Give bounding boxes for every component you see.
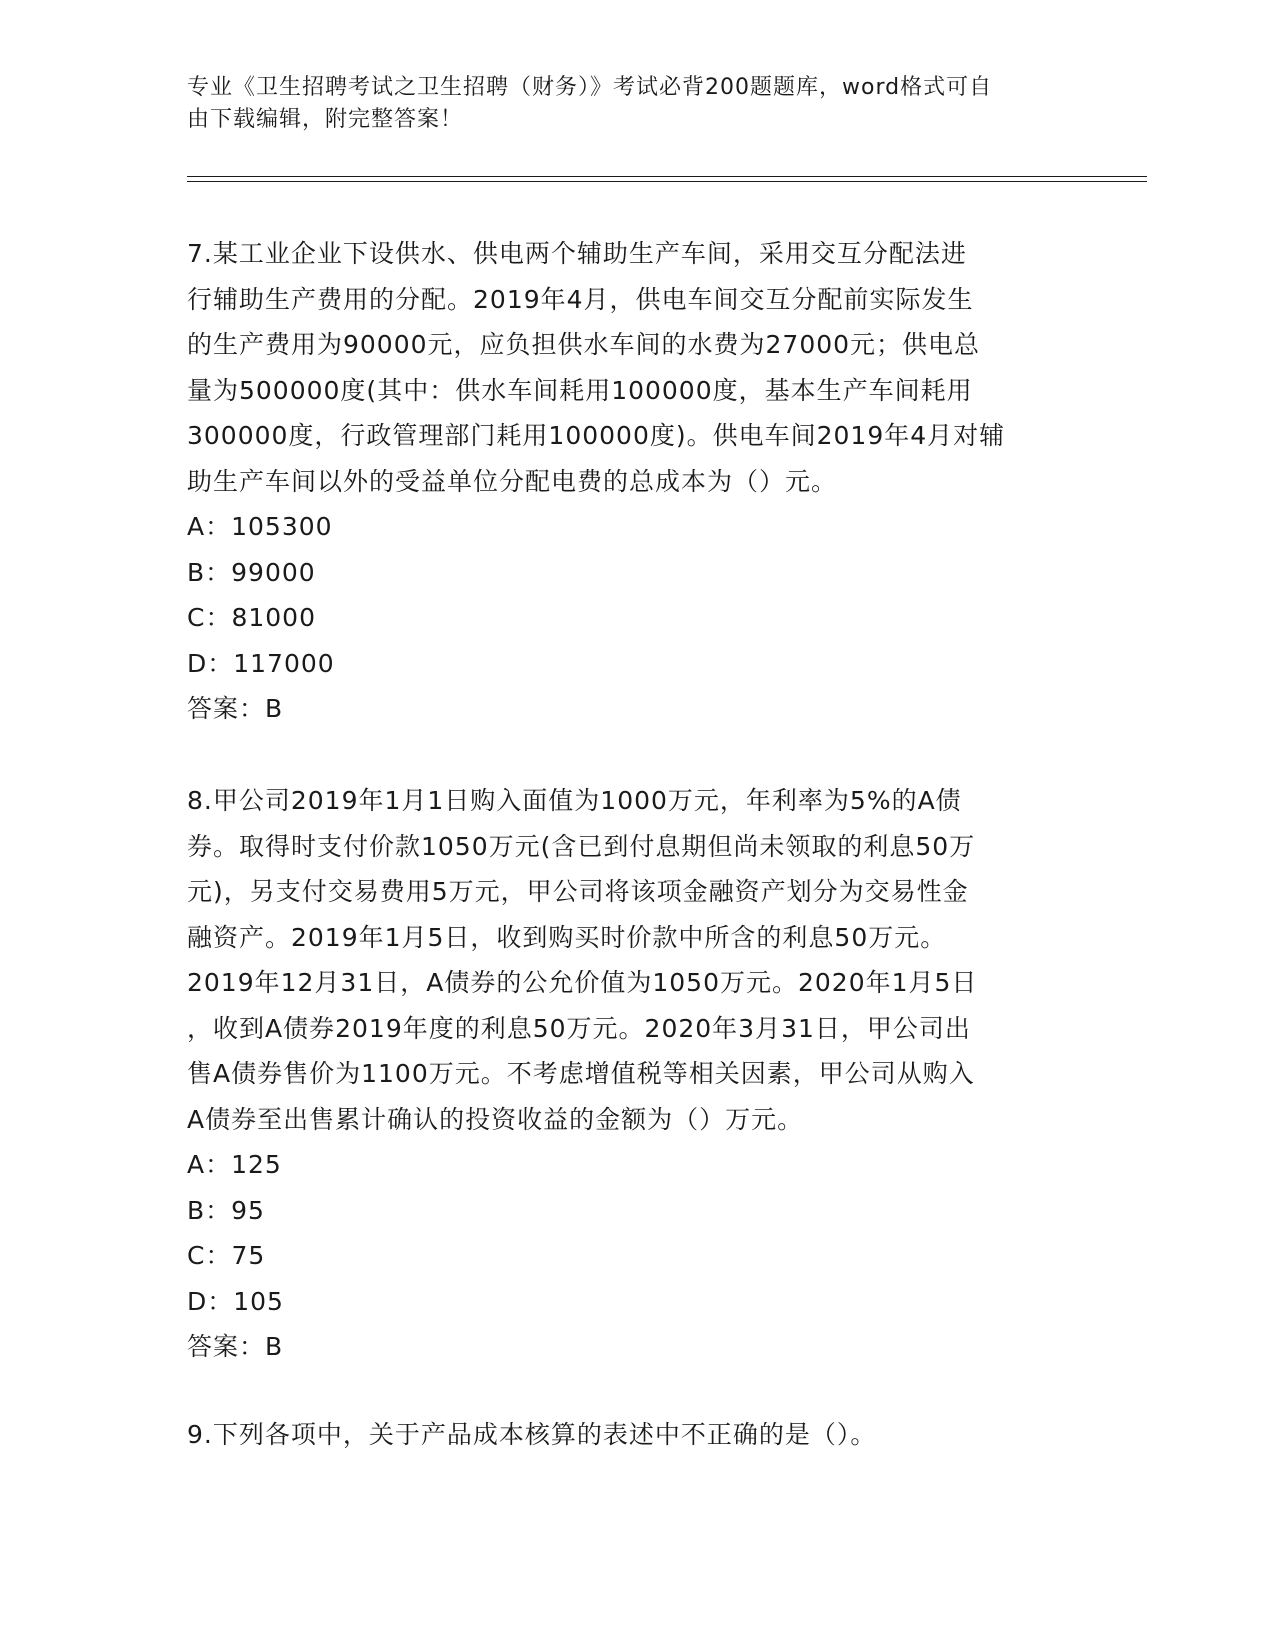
question-line: 9.下列各项中，关于产品成本核算的表述中不正确的是（）。: [187, 1420, 877, 1449]
question-line: 元)，另支付交易费用5万元，甲公司将该项金融资产划分为交易性金: [187, 877, 969, 906]
question-7-text: [187, 231, 1077, 504]
question-line: 300000度，行政管理部门耗用100000度)。供电车间2019年4月对辅: [187, 421, 1006, 450]
header-line-2: 由下载编辑，附完整答案！: [187, 107, 464, 132]
option-a: A：105300: [187, 512, 333, 541]
question-8: [187, 778, 1077, 1370]
question-9: [187, 1412, 1077, 1458]
question-line: 8.甲公司2019年1月1日购入面值为1000万元，年利率为5%的A债: [187, 786, 962, 815]
answer: 答案：B: [187, 694, 284, 723]
header-line-1: 专业《卫生招聘考试之卫生招聘（财务）》考试必背200题题库，word格式可自: [187, 75, 993, 100]
question-line: 2019年12月31日，A债券的公允价值为1050万元。2020年1月5日: [187, 968, 978, 997]
option-d: D：117000: [187, 648, 335, 678]
question-9-text: [187, 1412, 1077, 1458]
question-line: ，收到A债券2019年度的利息50万元。2020年3月31日，甲公司出: [187, 1013, 971, 1043]
header-divider-top: [187, 176, 1147, 177]
question-line: 行辅助生产费用的分配。2019年4月，供电车间交互分配前实际发生: [187, 284, 974, 314]
option-c: C：75: [187, 1241, 266, 1270]
question-line: 7.某工业企业下设供水、供电两个辅助生产车间，采用交互分配法进: [187, 239, 967, 268]
question-line: A债券至出售累计确认的投资收益的金额为（）万元。: [187, 1104, 804, 1134]
question-line: 融资产。2019年1月5日，收到购买时价款中所含的利息50万元。: [187, 922, 947, 952]
question-8-text: [187, 778, 1077, 1142]
answer: 答案：B: [187, 1332, 284, 1361]
option-b: B：95: [187, 1195, 265, 1225]
question-7: [187, 231, 1077, 732]
option-d: D：105: [187, 1286, 284, 1316]
option-c: C：81000: [187, 603, 316, 632]
question-line: 券。取得时支付价款1050万元(含已到付息期但尚未领取的利息50万: [187, 831, 976, 861]
header-divider-bottom: [187, 181, 1147, 182]
option-a: A：125: [187, 1150, 282, 1179]
question-line: 售A债券售价为1100万元。不考虑增值税等相关因素，甲公司从购入: [187, 1059, 975, 1088]
question-line: 助生产车间以外的受益单位分配电费的总成本为（）元。: [187, 466, 838, 496]
question-line: 量为500000度(其中：供水车间耗用100000度，基本生产车间耗用: [187, 375, 973, 405]
option-b: B：99000: [187, 557, 316, 587]
question-line: 的生产费用为90000元，应负担供水车间的水费为27000元；供电总: [187, 330, 981, 359]
document-header: [187, 72, 1067, 136]
